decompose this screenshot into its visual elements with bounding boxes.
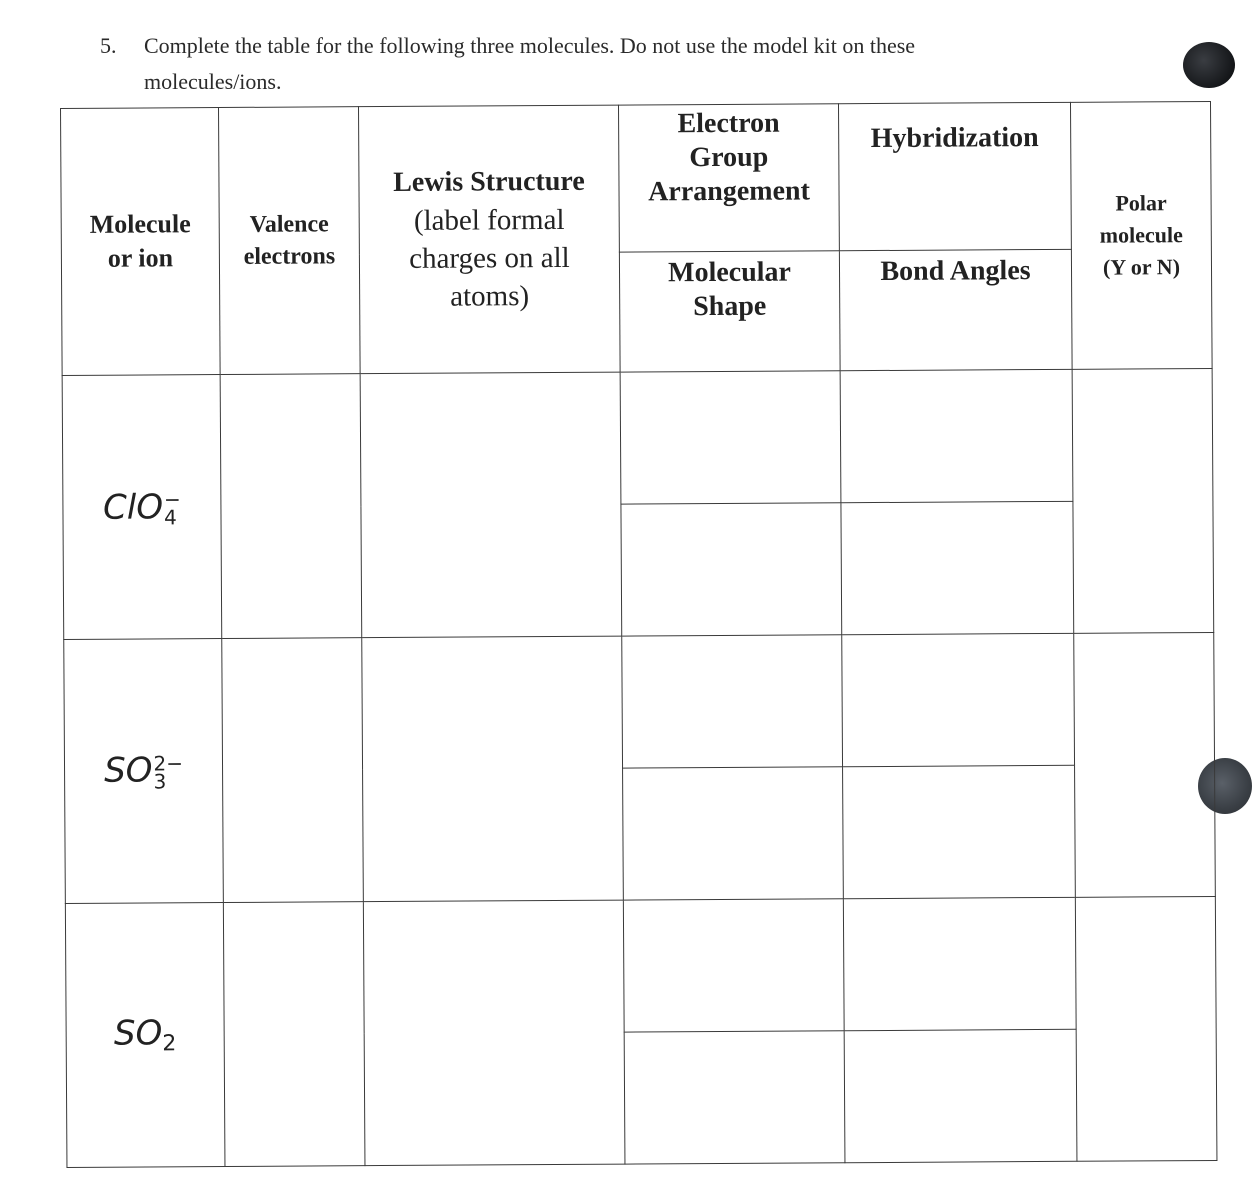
- formula-clo4-base: ClO: [102, 486, 164, 528]
- cell-lewis-clo4[interactable]: [360, 372, 622, 638]
- formula-so2-base: SO: [113, 1013, 163, 1054]
- table-row-clo4: [62, 368, 1213, 507]
- formula-so3-base: SO: [104, 750, 153, 792]
- header-bond-angles: Bond Angles: [839, 250, 1072, 371]
- header-valence-line2: electrons: [243, 243, 336, 270]
- header-molecular-shape-line1: Molecular: [668, 256, 792, 289]
- header-molecular-shape-line2: Shape: [693, 290, 767, 323]
- header-molecule-line1: Molecule: [89, 209, 191, 239]
- cell-molecular-shape-clo4[interactable]: [621, 503, 842, 636]
- formula-so2-subscript: 2: [162, 1031, 177, 1057]
- cell-polar-so2[interactable]: [1075, 896, 1217, 1161]
- cell-polar-clo4[interactable]: [1072, 368, 1214, 633]
- header-lewis-sub1: (label formal: [413, 203, 565, 237]
- formula-so3-charge: 2−: [153, 751, 183, 776]
- header-electron-group-line1: Electron: [677, 107, 780, 140]
- header-polar-line1: Polar: [1115, 190, 1167, 216]
- formula-clo4: [102, 486, 181, 530]
- cell-polar-so3[interactable]: [1074, 632, 1216, 897]
- cell-electron-group-clo4[interactable]: [620, 371, 841, 504]
- header-valence-line1: Valence: [249, 211, 329, 238]
- question-prompt: [100, 28, 1100, 100]
- header-electron-group-line3: Arrangement: [648, 175, 810, 208]
- header-polar: [1070, 101, 1212, 369]
- cell-molecular-shape-so2[interactable]: [624, 1031, 845, 1164]
- cell-electron-group-so3[interactable]: [622, 635, 843, 768]
- header-lewis-sub2: charges on all: [409, 241, 570, 275]
- cell-bond-angles-clo4[interactable]: [841, 501, 1074, 634]
- cell-hybridization-so3[interactable]: [842, 633, 1075, 766]
- header-molecular-shape: [619, 251, 840, 372]
- header-polar-line3: (Y or N): [1102, 254, 1181, 280]
- header-valence: [219, 107, 361, 375]
- table-row-so2: [65, 896, 1216, 1035]
- cell-lewis-so2[interactable]: [363, 900, 625, 1166]
- question-text-line1: Complete the table for the following three molecules. Do not use the model kit on these: [144, 33, 916, 58]
- cell-hybridization-clo4[interactable]: [840, 369, 1073, 502]
- question-number: 5.: [100, 33, 117, 58]
- table-row-so3: [64, 632, 1215, 771]
- cell-molecule-so2: [65, 902, 225, 1167]
- cell-molecular-shape-so3[interactable]: [623, 767, 844, 900]
- header-molecule: [61, 108, 221, 376]
- formula-so2: [113, 1013, 177, 1057]
- cell-valence-so3[interactable]: [222, 638, 364, 903]
- header-lewis: [358, 105, 620, 374]
- cell-bond-angles-so2[interactable]: [844, 1029, 1077, 1162]
- formula-so3: [104, 750, 183, 794]
- header-lewis-title: Lewis Structure: [393, 165, 585, 198]
- header-lewis-sub3: atoms): [450, 280, 530, 313]
- cell-valence-so2[interactable]: [223, 902, 365, 1167]
- cell-electron-group-so2[interactable]: [623, 899, 844, 1032]
- header-hybridization: Hybridization: [838, 102, 1071, 251]
- header-polar-line2: molecule: [1099, 222, 1183, 248]
- header-electron-group: [618, 104, 839, 253]
- formula-clo4-subscript: 4: [164, 505, 177, 530]
- punch-hole-top: [1183, 42, 1235, 88]
- cell-valence-clo4[interactable]: [220, 374, 362, 639]
- molecule-table: [60, 101, 1217, 1168]
- cell-molecule-clo4: [62, 375, 222, 640]
- formula-so3-stack: [153, 751, 183, 794]
- header-row-top: [61, 101, 1212, 255]
- formula-clo4-charge: −: [163, 487, 181, 512]
- cell-hybridization-so2[interactable]: [843, 897, 1076, 1030]
- formula-clo4-stack: [163, 487, 181, 530]
- header-electron-group-line2: Group: [689, 141, 769, 174]
- cell-lewis-so3[interactable]: [362, 636, 624, 902]
- cell-bond-angles-so3[interactable]: [843, 765, 1076, 898]
- formula-so3-subscript: 3: [153, 769, 167, 794]
- cell-molecule-so3: [64, 639, 224, 904]
- question-text-line2: molecules/ions.: [144, 69, 282, 94]
- header-molecule-line2: or ion: [107, 243, 174, 273]
